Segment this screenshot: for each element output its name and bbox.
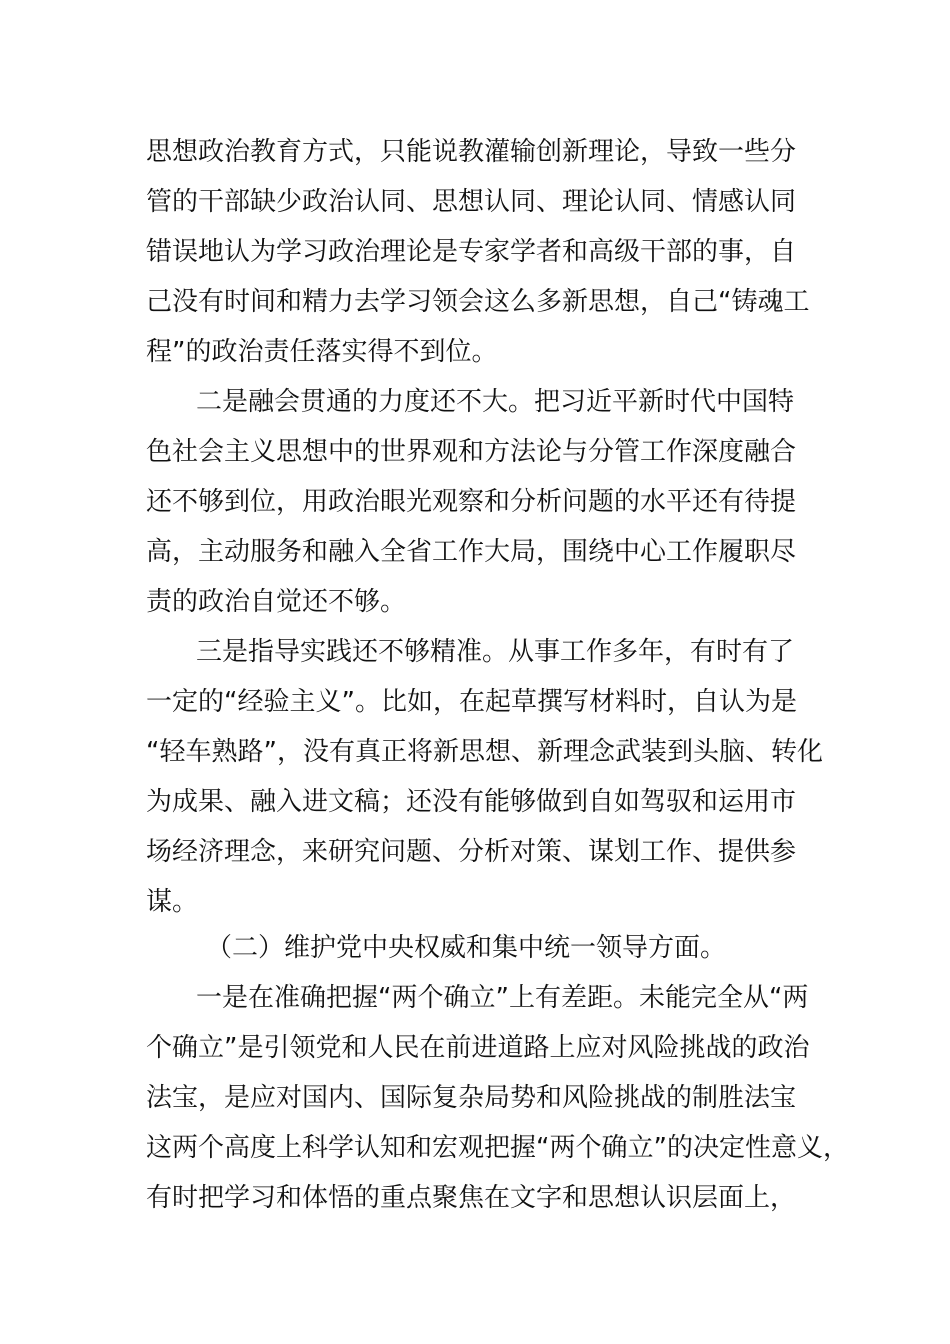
text-line-4: 己没有时间和精力去学习领会这么多新思想，自己“铸魂工 [146, 287, 810, 317]
text-line-7: 色社会主义思想中的世界观和方法论与分管工作深度融合 [146, 437, 797, 467]
text-line-8: 还不够到位，用政治眼光观察和分析问题的水平还有待提 [146, 487, 797, 517]
text-line-13: “轻车熟路”，没有真正将新思想、新理念武装到头脑、转化 [146, 737, 823, 767]
text-line-15: 场经济理念，来研究问题、分析对策、谋划工作、提供参 [146, 837, 797, 867]
text-line-22: 有时把学习和体悟的重点聚焦在文字和思想认识层面上， [146, 1183, 797, 1213]
text-line-10: 责的政治自觉还不够。 [146, 587, 407, 617]
text-line-12: 一定的“经验主义”。比如，在起草撰写材料时，自认为是 [146, 687, 797, 717]
text-line-20: 法宝，是应对国内、国际复杂局势和风险挑战的制胜法宝 [146, 1083, 797, 1113]
text-line-16: 谋。 [146, 887, 199, 917]
text-line-9: 高，主动服务和融入全省工作大局，围绕中心工作履职尽 [146, 537, 797, 567]
text-line-21: 这两个高度上科学认知和宏观把握“两个确立”的决定性意义， [146, 1133, 849, 1163]
text-line-6: 二是融会贯通的力度还不大。把习近平新时代中国特 [196, 387, 795, 417]
section-heading: （二）维护党中央权威和集中统一领导方面。 [206, 933, 727, 963]
text-line-5: 程”的政治责任落实得不到位。 [146, 337, 498, 367]
text-line-14: 为成果、融入进文稿；还没有能够做到自如驾驭和运用市 [146, 787, 797, 817]
text-line-1: 思想政治教育方式，只能说教灌输创新理论，导致一些分 [146, 137, 797, 167]
text-line-11: 三是指导实践还不够精准。从事工作多年，有时有了 [196, 637, 795, 667]
text-line-2: 管的干部缺少政治认同、思想认同、理论认同、情感认同 [146, 187, 797, 217]
text-line-19: 个确立”是引领党和人民在前进道路上应对风险挑战的政治 [146, 1033, 810, 1063]
text-line-3: 错误地认为学习政治理论是专家学者和高级干部的事，自 [146, 237, 797, 267]
text-line-18: 一是在准确把握“两个确立”上有差距。未能完全从“两 [196, 983, 809, 1013]
